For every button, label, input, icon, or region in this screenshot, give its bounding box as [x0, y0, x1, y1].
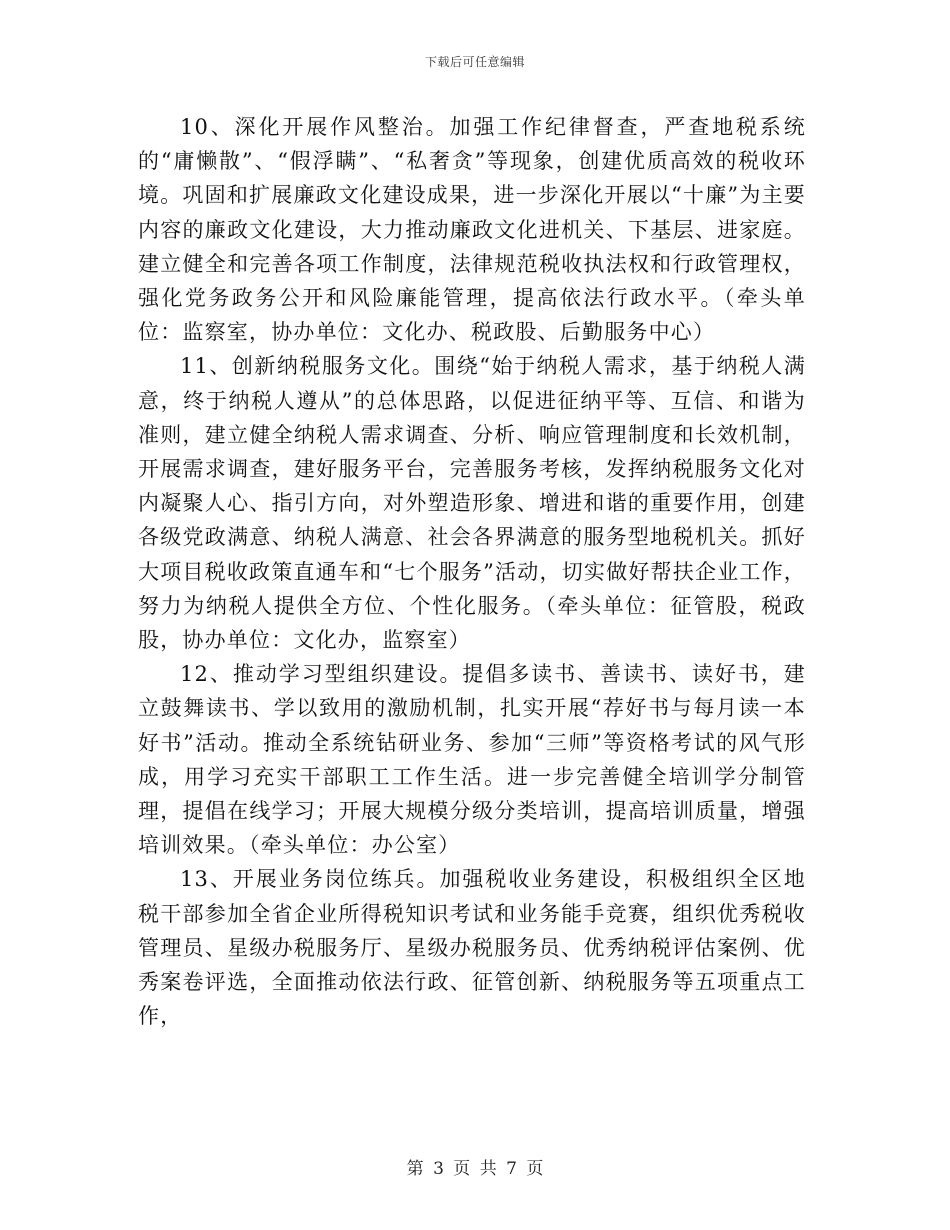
document-body: [138, 110, 806, 1033]
page-footer: 第 3 页 共 7 页: [406, 1159, 544, 1179]
paragraph-13: 13、开展业务岗位练兵。加强税收业务建设，积极组织全区地税干部参加全省企业所得税知识考试和业务能手竞赛，组织优秀税收管理员、星级办税服务厅、星级办税服务员、优秀纳税评估案例、优秀案卷评选，全面推动依法行政、征管创新、纳税服务等五项重点工作，: [138, 867, 806, 1029]
paragraph-12: 12、推动学习型组织建设。提倡多读书、善读书、读好书，建立鼓舞读书、学以致用的激励机制，扎实开展“荐好书与每月读一本好书”活动。推动全系统钻研业务、参加“三师”等资格考试的风气形成，用学习充实干部职工工作生活。进一步完善健全培训学分制管理，提倡在线学习；开展大规模分级分类培训，提高培训质量，增强培训效果。（牵头单位：办公室）: [138, 662, 806, 858]
paragraph-10: 10、深化开展作风整治。加强工作纪律督查，严查地税系统的“庸懒散”、“假浮瞒”、“私奢贪”等现象，创建优质高效的税收环境。巩固和扩展廉政文化建设成果，进一步深化开展以“十廉”为主要内容的廉政文化建设，大力推动廉政文化进机关、下基层、进家庭。建立健全和完善各项工作制度，法律规范税收执法权和行政管理权，强化党务政务公开和风险廉能管理，提高依法行政水平。（牵头单位：监察室，协办单位：文化办、税政股、后勤服务中心）: [138, 115, 806, 345]
paragraph-11: 11、创新纳税服务文化。围绕“始于纳税人需求，基于纳税人满意，终于纳税人遵从”的总体思路，以促进征纳平等、互信、和谐为准则，建立健全纳税人需求调查、分析、响应管理制度和长效机制，开展需求调查，建好服务平台，完善服务考核，发挥纳税服务文化对内凝聚人心、指引方向，对外塑造形象、增进和谐的重要作用，创建各级党政满意、纳税人满意、社会各界满意的服务型地税机关。抓好大项目税收政策直通车和“七个服务”活动，切实做好帮扶企业工作，努力为纳税人提供全方位、个性化服务。（牵头单位：征管股，税政股，协办单位：文化办，监察室）: [138, 354, 806, 653]
page-header: 下载后可任意编辑: [424, 55, 525, 69]
